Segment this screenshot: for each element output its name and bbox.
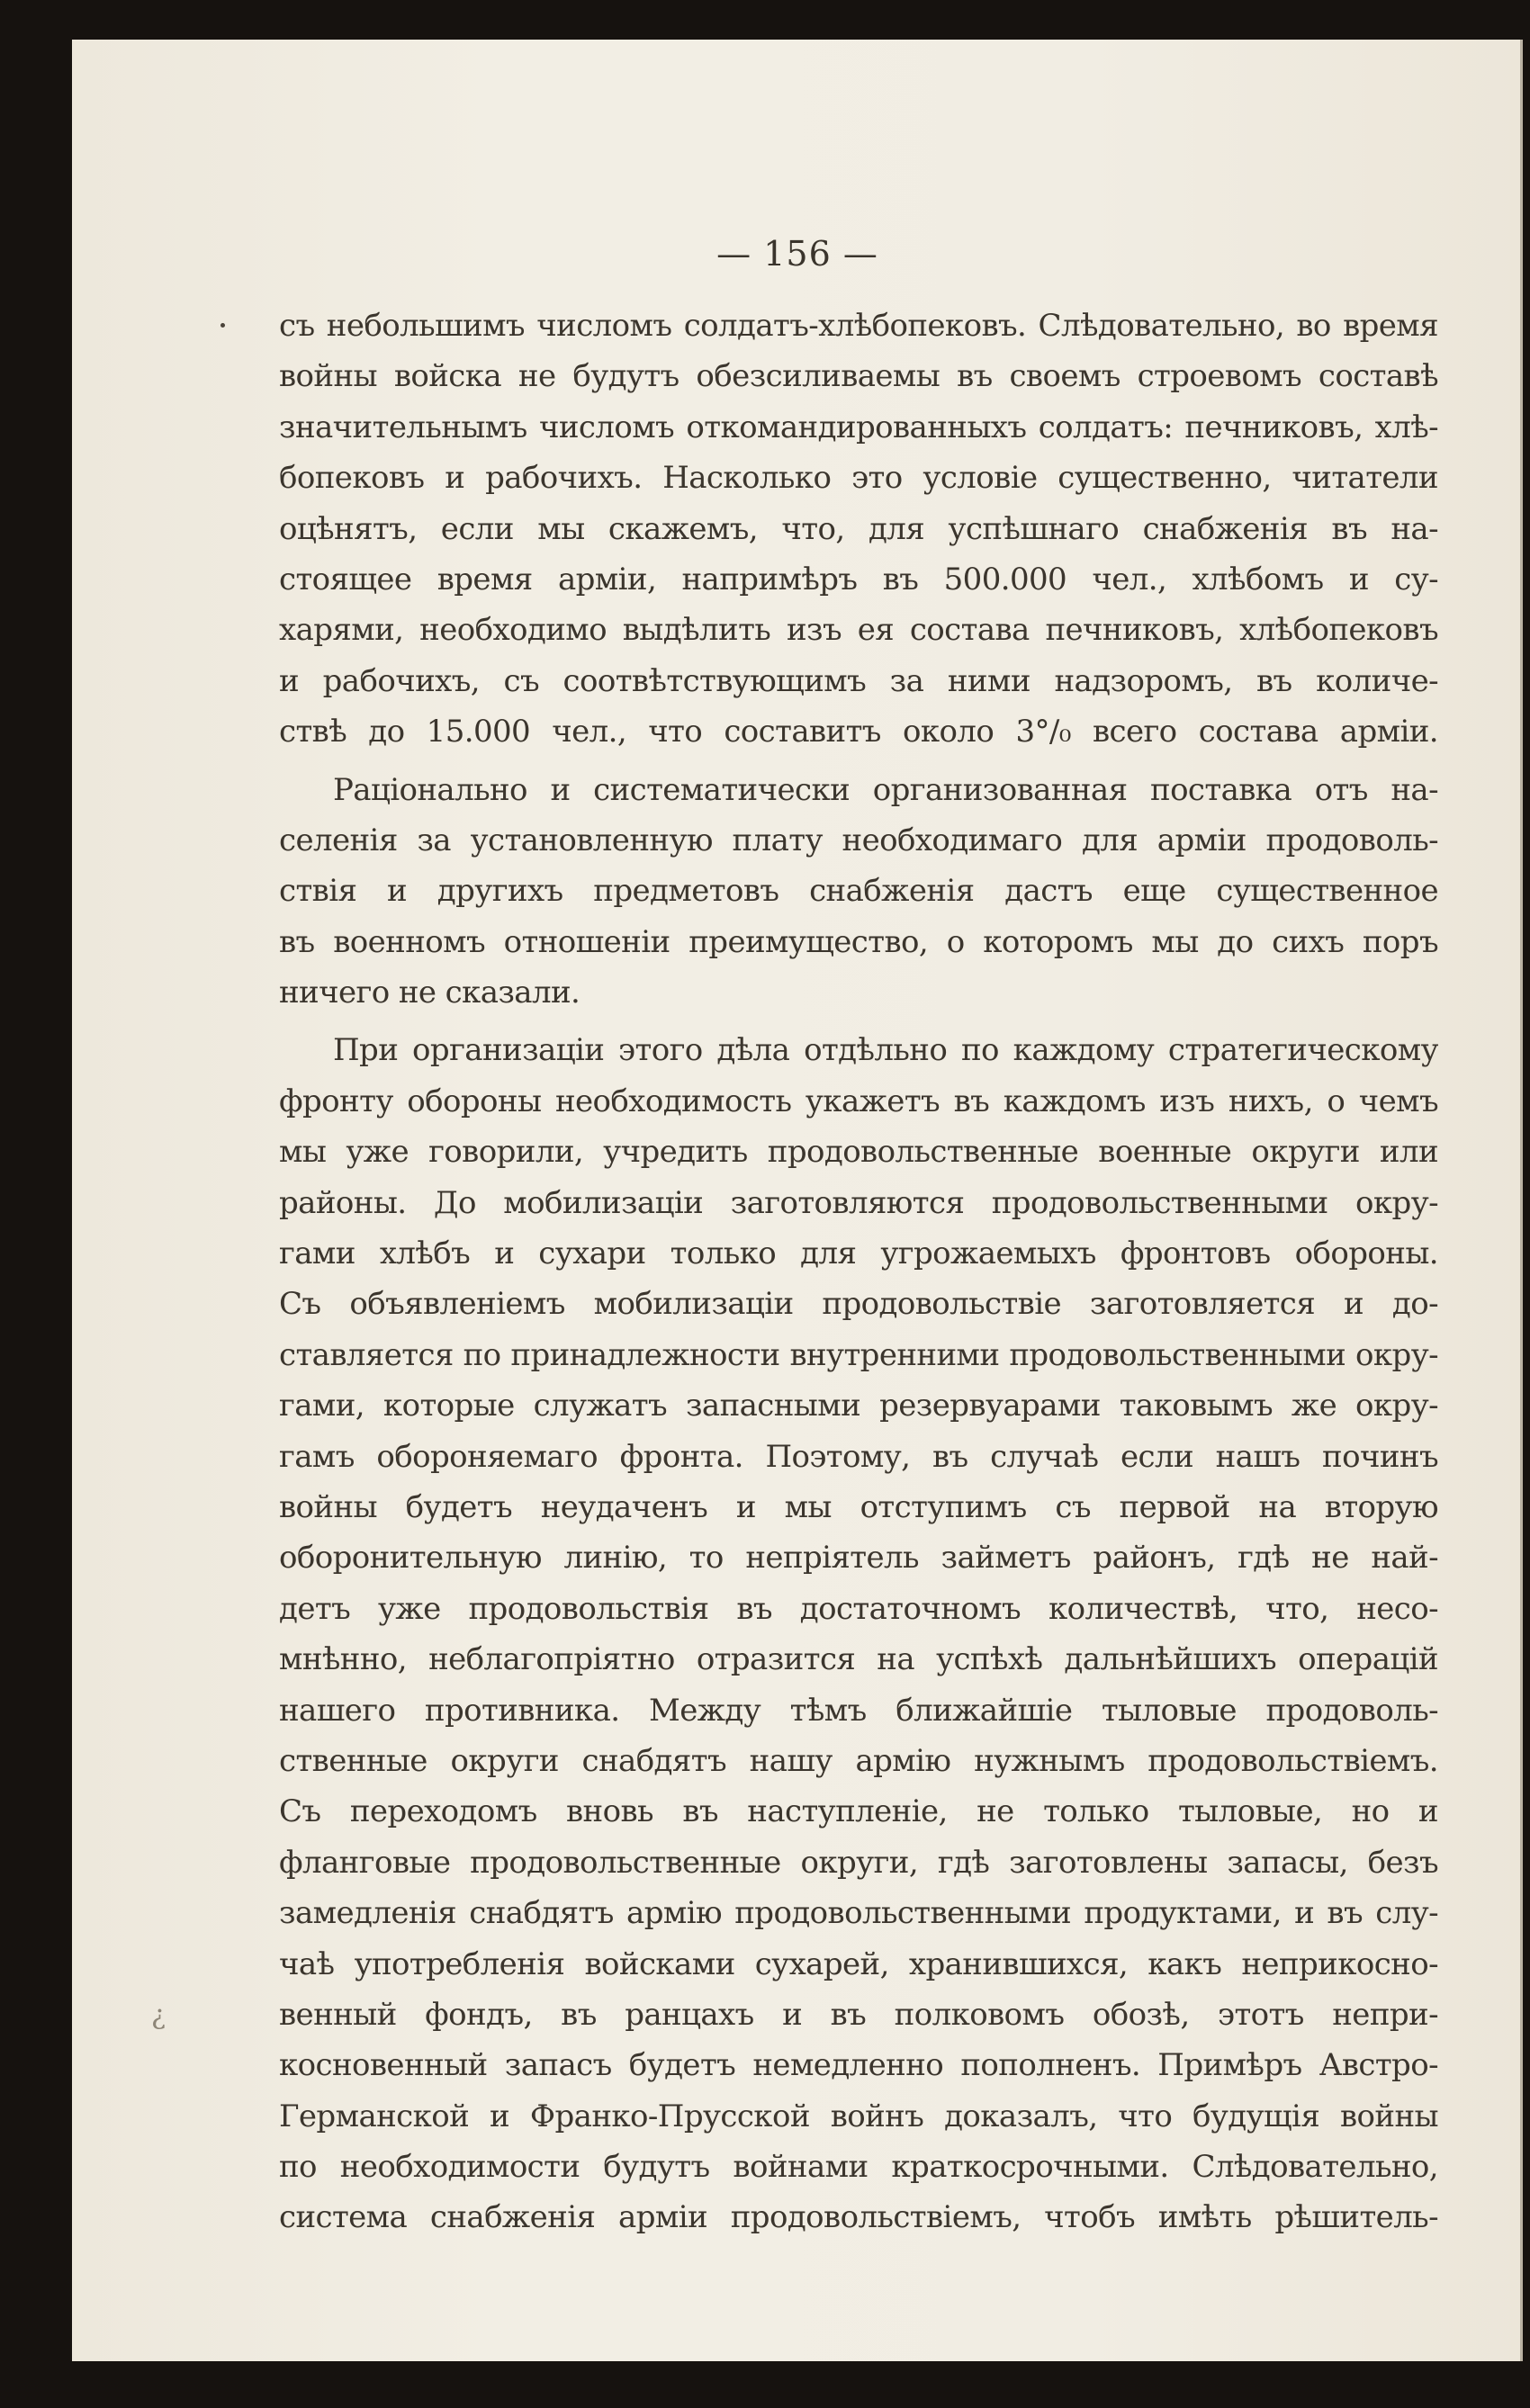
text-line: гами, которые служатъ запасными резервуарами таковымъ же окру-: [279, 1388, 1438, 1424]
text-line: войны будетъ неудаченъ и мы отступимъ съ первой на вторую: [279, 1488, 1438, 1525]
paragraph-1: [279, 301, 1438, 758]
text-line: оцѣнятъ, если мы скажемъ, что, для успѣшнаго снабженія въ на-: [279, 510, 1438, 547]
text-line: косновенный запасъ будетъ немедленно пополненъ. Примѣръ Австро-: [279, 2047, 1438, 2084]
text-line: Германской и Франко-Прусской войнъ доказалъ, что будущія войны: [279, 2098, 1438, 2134]
text-line: харями, необходимо выдѣлить изъ ея состава печниковъ, хлѣбопековъ: [279, 612, 1438, 649]
text-line: Съ переходомъ вновь въ наступленіе, не только тыловые, но и: [279, 1793, 1438, 1830]
text-line: войны войска не будутъ обезсиливаемы въ своемъ строевомъ составѣ: [279, 358, 1438, 395]
pencil-margin-mark: ¿: [151, 1999, 166, 2031]
text-line: ставляется по принадлежности внутренними продовольственными окру-: [279, 1336, 1438, 1373]
text-line: система снабженія арміи продовольствіемъ, чтобъ имѣть рѣшитель-: [279, 2199, 1438, 2236]
text-line: стоящее время арміи, напримѣръ въ 500.000 чел., хлѣбомъ и су-: [279, 561, 1438, 598]
text-line: детъ уже продовольствія въ достаточномъ количествѣ, что, несо-: [279, 1590, 1438, 1627]
text-line: ствія и другихъ предметовъ снабженія дастъ еще существенное: [279, 873, 1438, 910]
text-line: ственные округи снабдятъ нашу армію нужнымъ продовольствіемъ.: [279, 1742, 1438, 1779]
text-line: ничего не сказали.: [279, 975, 580, 1011]
text-line: замедленія снабдятъ армію продовольственными продуктами, и въ слу-: [279, 1895, 1438, 1932]
book-page: [72, 40, 1523, 2361]
text-line: по необходимости будутъ войнами краткосрочными. Слѣдовательно,: [279, 2149, 1438, 2186]
page-edge: [1520, 40, 1523, 2361]
text-line: Раціонально и систематически организованная поставка отъ на-: [333, 771, 1438, 808]
text-line: нашего противника. Между тѣмъ ближайшіе тыловые продоволь-: [279, 1692, 1438, 1729]
text-line: въ военномъ отношеніи преимущество, о которомъ мы до сихъ поръ: [279, 923, 1438, 960]
text-line: оборонительную линію, то непріятель займетъ районъ, гдѣ не най-: [279, 1540, 1438, 1577]
text-line: Съ объявленіемъ мобилизаціи продовольствіе заготовляется и до-: [279, 1286, 1438, 1323]
text-line: При организаціи этого дѣла отдѣльно по каждому стратегическому: [333, 1032, 1438, 1069]
text-line: и рабочихъ, съ соотвѣтствующимъ за ними надзоромъ, въ количе-: [279, 662, 1438, 699]
text-line: гами хлѣбъ и сухари только для угрожаемыхъ фронтовъ обороны.: [279, 1235, 1438, 1272]
text-line: чаѣ употребленія войсками сухарей, хранившихся, какъ неприкосно-: [279, 1945, 1438, 1982]
text-line: венный фондъ, въ ранцахъ и въ полковомъ обозѣ, этотъ непри-: [279, 1996, 1438, 2033]
text-line: бопековъ и рабочихъ. Насколько это условіе существенно, читатели: [279, 460, 1438, 497]
body-text: [279, 301, 1438, 2243]
text-line: мы уже говорили, учредить продовольственные военные округи или: [279, 1134, 1438, 1171]
paragraph-2: [279, 765, 1438, 1019]
text-line: гамъ обороняемаго фронта. Поэтому, въ случаѣ если нашъ починъ: [279, 1438, 1438, 1475]
text-line: значительнымъ числомъ откомандированныхъ солдатъ: печниковъ, хлѣ-: [279, 409, 1438, 445]
page-number: — 156 —: [716, 234, 878, 274]
paragraph-3: [279, 1025, 1438, 2242]
text-line: селенія за установленную плату необходимаго для арміи продоволь-: [279, 822, 1438, 858]
text-line: фланговые продовольственные округи, гдѣ заготовлены запасы, безъ: [279, 1844, 1438, 1881]
text-line: мнѣнно, неблагопріятно отразится на успѣхѣ дальнѣйшихъ операцій: [279, 1641, 1438, 1678]
ink-speck: [220, 323, 225, 328]
text-line: ствѣ до 15.000 чел., что составитъ около 3°/₀ всего состава арміи.: [279, 714, 1438, 750]
text-line: съ небольшимъ числомъ солдатъ-хлѣбопековъ. Слѣдовательно, во время: [279, 308, 1438, 344]
text-line: фронту обороны необходимость укажетъ въ каждомъ изъ нихъ, о чемъ: [279, 1083, 1438, 1119]
text-line: районы. До мобилизаціи заготовляются продовольственными окру-: [279, 1184, 1438, 1221]
